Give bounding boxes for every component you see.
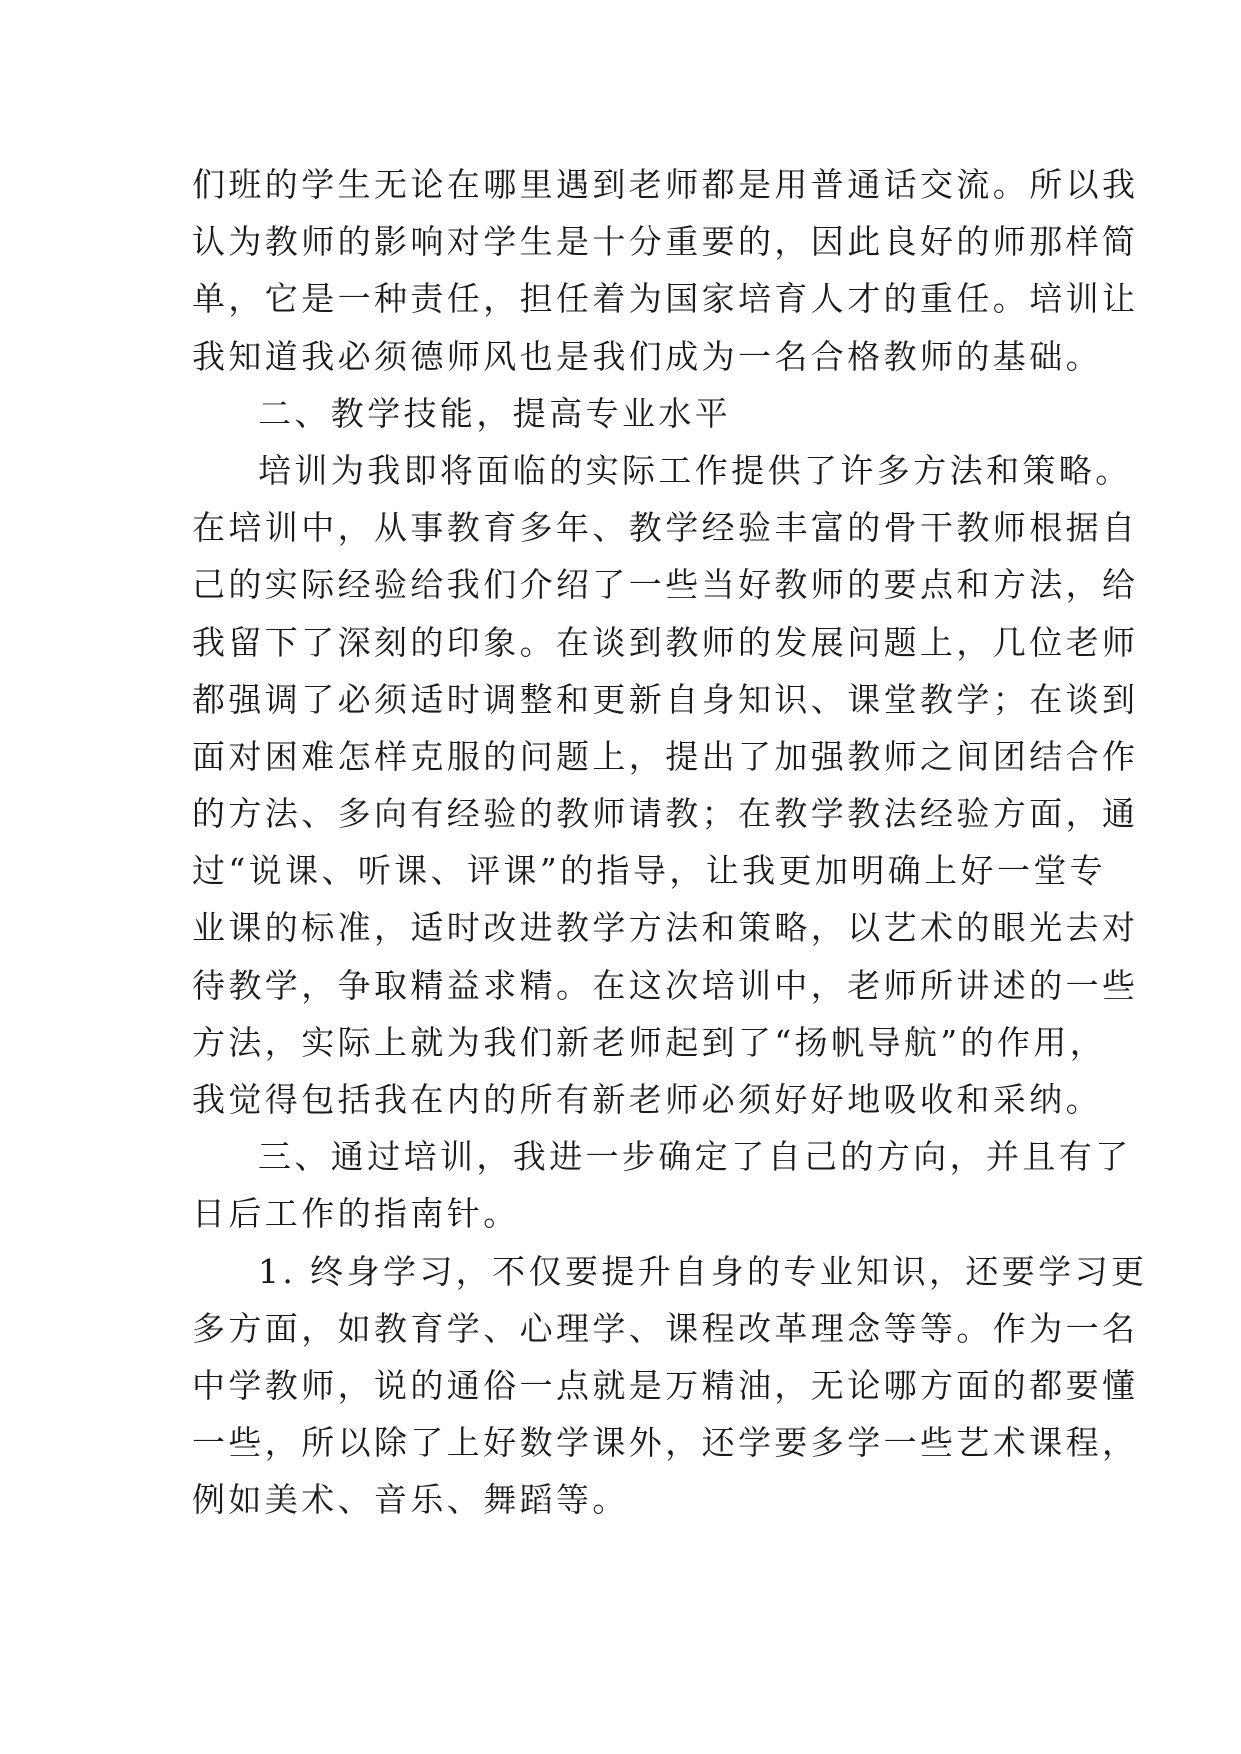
text-line: 认为教师的影响对学生是十分重要的，因此良好的师那样简 (192, 222, 1139, 262)
text-line: 们班的学生无论在哪里遇到老师都是用普通话交流。所以我 (192, 165, 1139, 204)
text-line: 我觉得包括我在内的所有新老师必须好好地吸收和采纳。 (192, 1080, 1102, 1119)
text-line: 1. 终身学习，不仅要提升自身的专业知识，还要学习更 (258, 1251, 1148, 1291)
text-line: 我留下了深刻的印象。在谈到教师的发展问题上，几位老师 (192, 622, 1139, 662)
text-line: 方法，实际上就为我们新老师起到了“扬帆导航”的作用， (192, 1022, 1107, 1062)
text-line: 面对困难怎样克服的问题上，提出了加强教师之间团结合作 (192, 736, 1139, 776)
text-line: 的方法、多向有经验的教师请教；在教学教法经验方面，通 (192, 794, 1139, 834)
text-line: 日后工作的指南针。 (192, 1194, 520, 1234)
text-line: 中学教师，说的通俗一点就是万精油，无论哪方面的都要懂 (192, 1365, 1139, 1405)
text-line: 己的实际经验给我们介绍了一些当好教师的要点和方法，给 (192, 565, 1139, 605)
text-line: 单，它是一种责任，担任着为国家培育人才的重任。培训让 (192, 279, 1139, 319)
text-line: 业课的标准，适时改进教学方法和策略，以艺术的眼光去对 (192, 908, 1139, 948)
text-line: 在培训中，从事教育多年、教学经验丰富的骨干教师根据自 (192, 508, 1139, 548)
text-line: 过“说课、听课、评课”的指导，让我更加明确上好一堂专 (192, 851, 1107, 891)
text-line: 我知道我必须德师风也是我们成为一名合格教师的基础。 (192, 336, 1102, 376)
text-line: 二、教学技能，提高专业水平 (258, 393, 732, 433)
document-body (192, 156, 1148, 1529)
text-line: 一些，所以除了上好数学课外，还学要多学一些艺术课程， (192, 1423, 1139, 1463)
text-line: 都强调了必须适时调整和更新自身知识、课堂教学；在谈到 (192, 679, 1139, 719)
text-line: 多方面，如教育学、心理学、课程改革理念等等。作为一名 (192, 1308, 1139, 1348)
text-line: 例如美术、音乐、舞蹈等。 (192, 1480, 629, 1520)
text-line: 培训为我即将面临的实际工作提供了许多方法和策略。 (258, 450, 1132, 490)
text-line: 三、通过培训，我进一步确定了自己的方向，并且有了 (258, 1137, 1132, 1177)
text-line: 待教学，争取精益求精。在这次培训中，老师所讲述的一些 (192, 965, 1139, 1005)
